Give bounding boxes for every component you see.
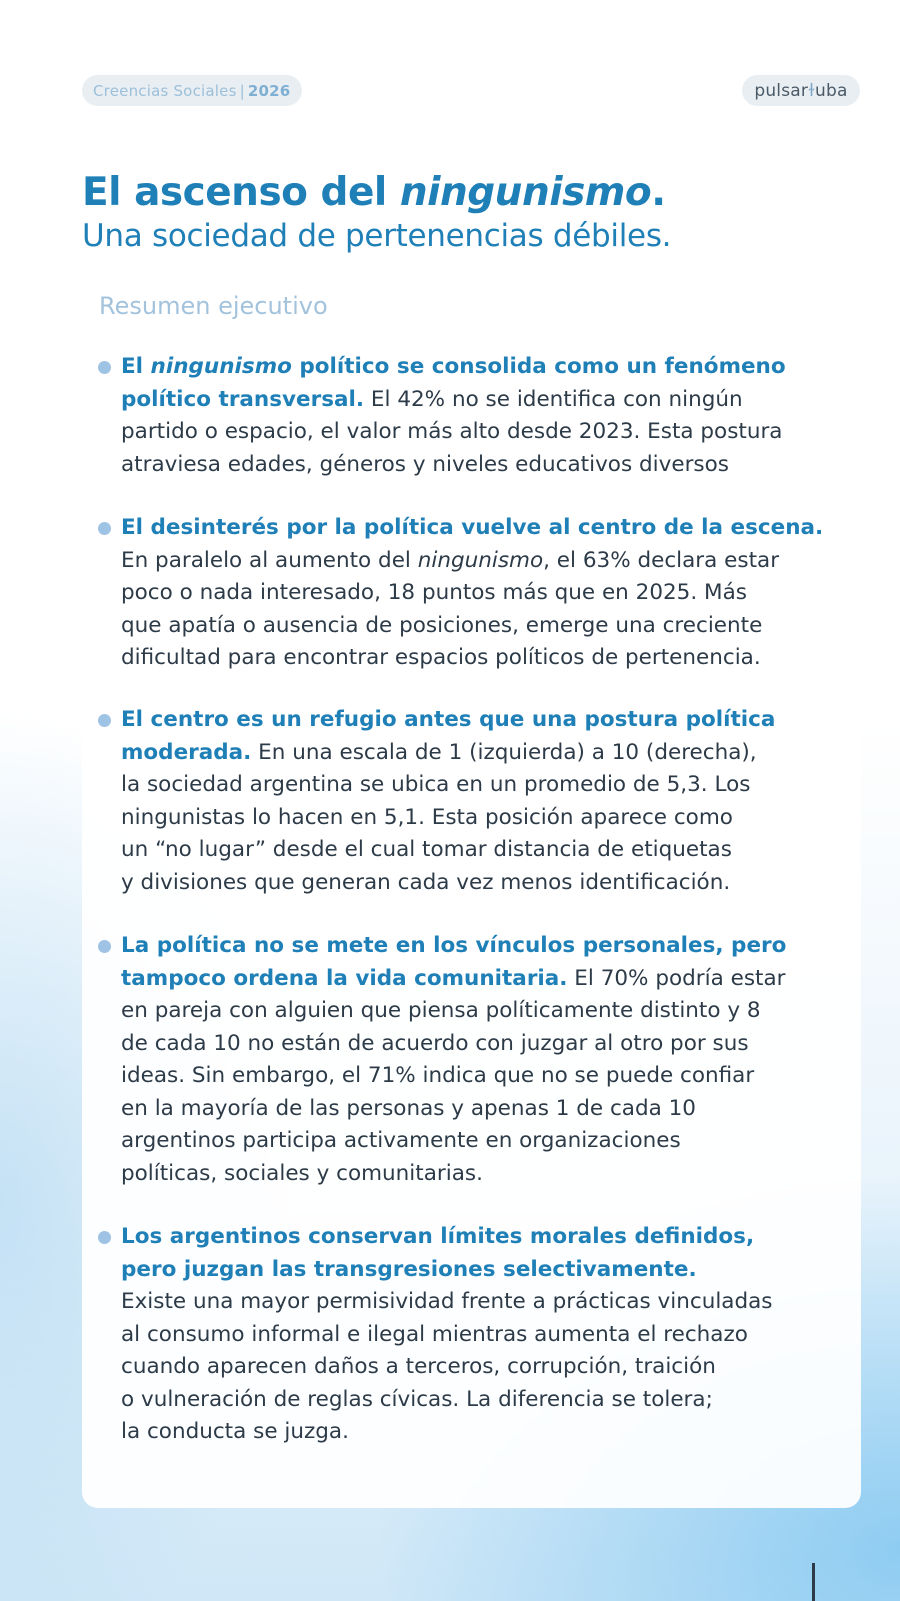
item-text-line: El 42% no se identifica con ningún xyxy=(364,386,743,412)
item-text-line: En paralelo al aumento del xyxy=(121,547,418,573)
item-text-line: políticas, sociales y comunitarias. xyxy=(121,1160,483,1186)
bullet-icon xyxy=(98,522,111,535)
summary-item-text xyxy=(121,1221,846,1449)
item-text-line: que apatía o ausencia de posiciones, emerge una creciente xyxy=(121,612,763,638)
item-text-line: al consumo informal e ilegal mientras aumenta el rechazo xyxy=(121,1321,748,1347)
summary-item-text xyxy=(121,351,846,481)
item-text-line: atraviesa edades, géneros y niveles educativos diversos xyxy=(121,451,729,477)
summary-panel xyxy=(82,283,861,1508)
item-text-line: El 70% podría estar xyxy=(567,965,786,991)
item-text-line: la sociedad argentina se ubica en un promedio de 5,3. Los xyxy=(121,772,751,797)
item-text-line: un “no lugar” desde el cual tomar distancia de etiquetas xyxy=(121,837,732,862)
item-text-line: Existe una mayor permisividad frente a prácticas vinculadas xyxy=(121,1289,773,1314)
title-prefix: El ascenso del xyxy=(82,170,400,215)
page-title xyxy=(82,170,666,215)
brand-logo-mark-icon: ɫ xyxy=(808,80,816,101)
item-text-line: en pareja con alguien que piensa políticamente distinto y 8 xyxy=(121,998,761,1023)
item-bold: tampoco ordena la vida comunitaria. xyxy=(121,965,568,991)
item-text-emphasis: ningunismo xyxy=(417,547,544,573)
item-bold: El centro es un refugio antes que una postura política xyxy=(121,707,776,732)
item-bold: El xyxy=(121,354,151,379)
item-bold-emphasis: ningunismo xyxy=(150,354,292,379)
item-text-line: ideas. Sin embargo, el 71% indica que no se puede confiar xyxy=(121,1063,755,1088)
page-subtitle: Una sociedad de pertenencias débiles. xyxy=(82,218,672,254)
scroll-indicator xyxy=(812,1563,815,1601)
summary-item-text xyxy=(121,512,846,675)
item-bold: El desinterés por la política vuelve al centro de la escena. xyxy=(121,515,824,540)
item-text-line: la conducta se juzga. xyxy=(121,1419,349,1444)
report-tag-year: 2026 xyxy=(247,81,291,100)
title-emphasis: ningunismo xyxy=(399,170,652,215)
report-tag-separator: | xyxy=(239,81,245,100)
item-text-line: En una escala de 1 (izquierda) a 10 (derecha), xyxy=(251,739,757,765)
item-text-line: de cada 10 no están de acuerdo con juzgar al otro por sus xyxy=(121,1030,749,1056)
item-text-line: o vulneración de reglas cívicas. La diferencia se tolera; xyxy=(121,1386,713,1412)
item-text-line: argentinos participa activamente en organizaciones xyxy=(121,1128,681,1153)
item-bold: La política no se mete en los vínculos personales, pero xyxy=(121,933,787,958)
report-tag xyxy=(82,75,302,106)
item-bold: Los argentinos conservan límites morales definidos, xyxy=(121,1224,755,1249)
item-bold: político transversal. xyxy=(121,386,365,412)
item-text-line: partido o espacio, el valor más alto desde 2023. Esta postura xyxy=(121,419,783,444)
item-text-line: poco o nada interesado, 18 puntos más que en 2025. Más xyxy=(121,580,747,605)
bullet-icon xyxy=(98,940,111,953)
brand-logo-right: uba xyxy=(815,80,848,101)
brand-logo xyxy=(742,75,860,106)
summary-item-text xyxy=(121,704,846,899)
report-tag-label: Creencias Sociales xyxy=(93,81,237,100)
bullet-icon xyxy=(98,361,111,374)
title-suffix: . xyxy=(651,170,666,215)
item-text-line: , el 63% declara estar xyxy=(543,547,780,573)
item-text-line: y divisiones que generan cada vez menos identificación. xyxy=(121,869,731,895)
summary-heading: Resumen ejecutivo xyxy=(99,292,328,320)
summary-item-text xyxy=(121,930,846,1190)
bullet-icon xyxy=(98,714,111,727)
item-bold: político se consolida como un fenómeno xyxy=(291,354,786,379)
bullet-icon xyxy=(98,1231,111,1244)
item-bold: pero juzgan las transgresiones selectivamente. xyxy=(121,1256,697,1282)
item-text-line: ningunistas lo hacen en 5,1. Esta posición aparece como xyxy=(121,804,733,830)
item-bold: moderada. xyxy=(121,739,252,765)
item-text-line: dificultad para encontrar espacios políticos de pertenencia. xyxy=(121,645,761,670)
item-text-line: cuando aparecen daños a terceros, corrupción, traición xyxy=(121,1354,716,1379)
item-text-line: en la mayoría de las personas y apenas 1 de cada 10 xyxy=(121,1095,696,1121)
brand-logo-left: pulsar xyxy=(754,80,809,101)
